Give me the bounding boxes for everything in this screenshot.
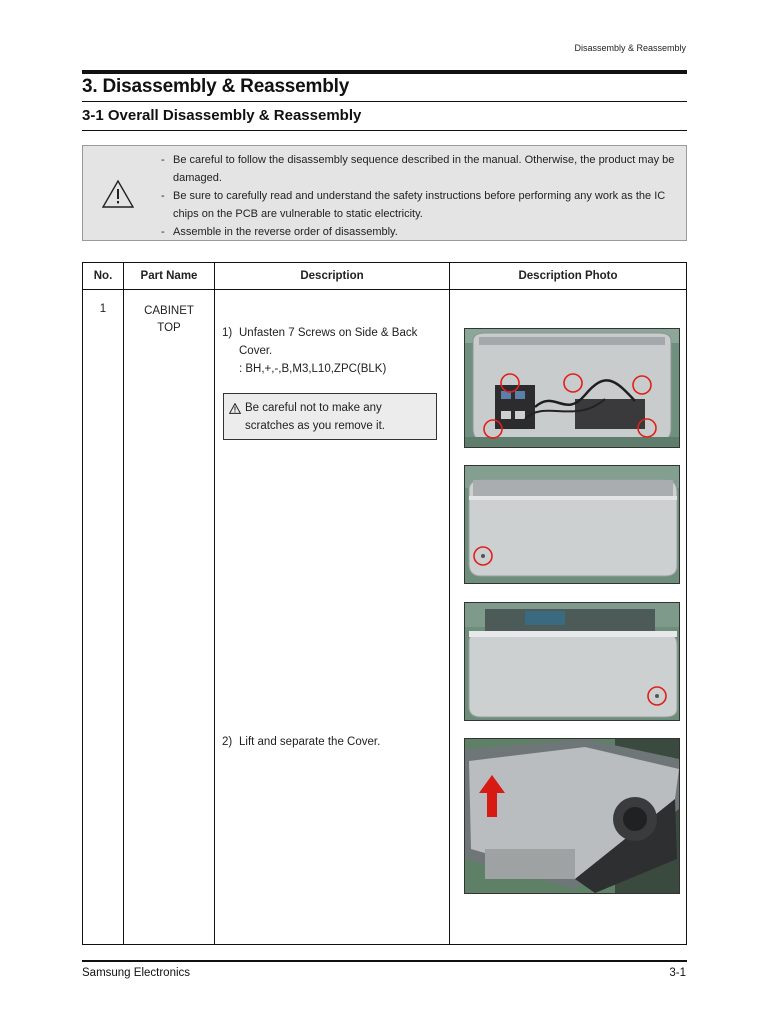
photo-side-right	[464, 602, 680, 721]
caution-list	[161, 151, 676, 241]
row-description	[215, 290, 450, 945]
heading-rule	[82, 101, 687, 102]
header-part-name: Part Name	[124, 263, 215, 290]
step-1	[222, 324, 432, 378]
row-number: 1	[83, 290, 124, 945]
caution-note-text: Be careful not to make any scratches as you remove it.	[245, 402, 385, 432]
step-1-number: 1)	[222, 327, 233, 339]
step-1-subtext: : BH,+,-,B,M3,L10,ZPC(BLK)	[239, 363, 387, 375]
step-1-text: Unfasten 7 Screws on Side & Back Cover.	[239, 327, 418, 357]
step-2-text: Lift and separate the Cover.	[239, 736, 381, 748]
disassembly-table	[82, 262, 687, 945]
caution-item: - Be careful to follow the disassembly sequence described in the manual. Otherwise, the product may be damaged.	[161, 151, 676, 187]
step-2	[222, 733, 432, 751]
warning-triangle-icon	[229, 403, 241, 414]
caution-note	[223, 393, 437, 440]
warning-triangle-icon	[102, 180, 134, 208]
caution-item: - Assemble in the reverse order of disassembly.	[161, 223, 676, 241]
photo-lift-cover	[464, 738, 680, 894]
row-photos	[450, 290, 687, 945]
table-row	[83, 290, 687, 945]
header-description: Description	[215, 263, 450, 290]
photo-side-right-image	[465, 603, 679, 720]
photo-back-screws	[464, 328, 680, 448]
row-part-name: CABINET TOP	[124, 290, 215, 945]
photo-lift-cover-image	[465, 739, 679, 893]
table-header-row	[83, 263, 687, 290]
heading-rule-thick	[82, 70, 687, 74]
photo-back-screws-image	[465, 329, 679, 447]
page-title: 3. Disassembly & Reassembly	[82, 76, 350, 97]
caution-box	[82, 145, 687, 241]
step-2-number: 2)	[222, 736, 233, 748]
header-description-photo: Description Photo	[450, 263, 687, 290]
photo-side-left	[464, 465, 680, 584]
caution-item: - Be sure to carefully read and understand the safety instructions before performing any work as the IC chips on the PCB are vulnerable to static electricity.	[161, 187, 676, 223]
running-header: Disassembly & Reassembly	[574, 43, 686, 53]
page-number: 3-1	[669, 967, 686, 979]
photo-side-left-image	[465, 466, 679, 583]
footer-company: Samsung Electronics	[82, 967, 191, 979]
header-no: No.	[83, 263, 124, 290]
section-rule	[82, 130, 687, 131]
section-title: 3-1 Overall Disassembly & Reassembly	[82, 107, 362, 124]
footer-rule	[82, 960, 687, 962]
